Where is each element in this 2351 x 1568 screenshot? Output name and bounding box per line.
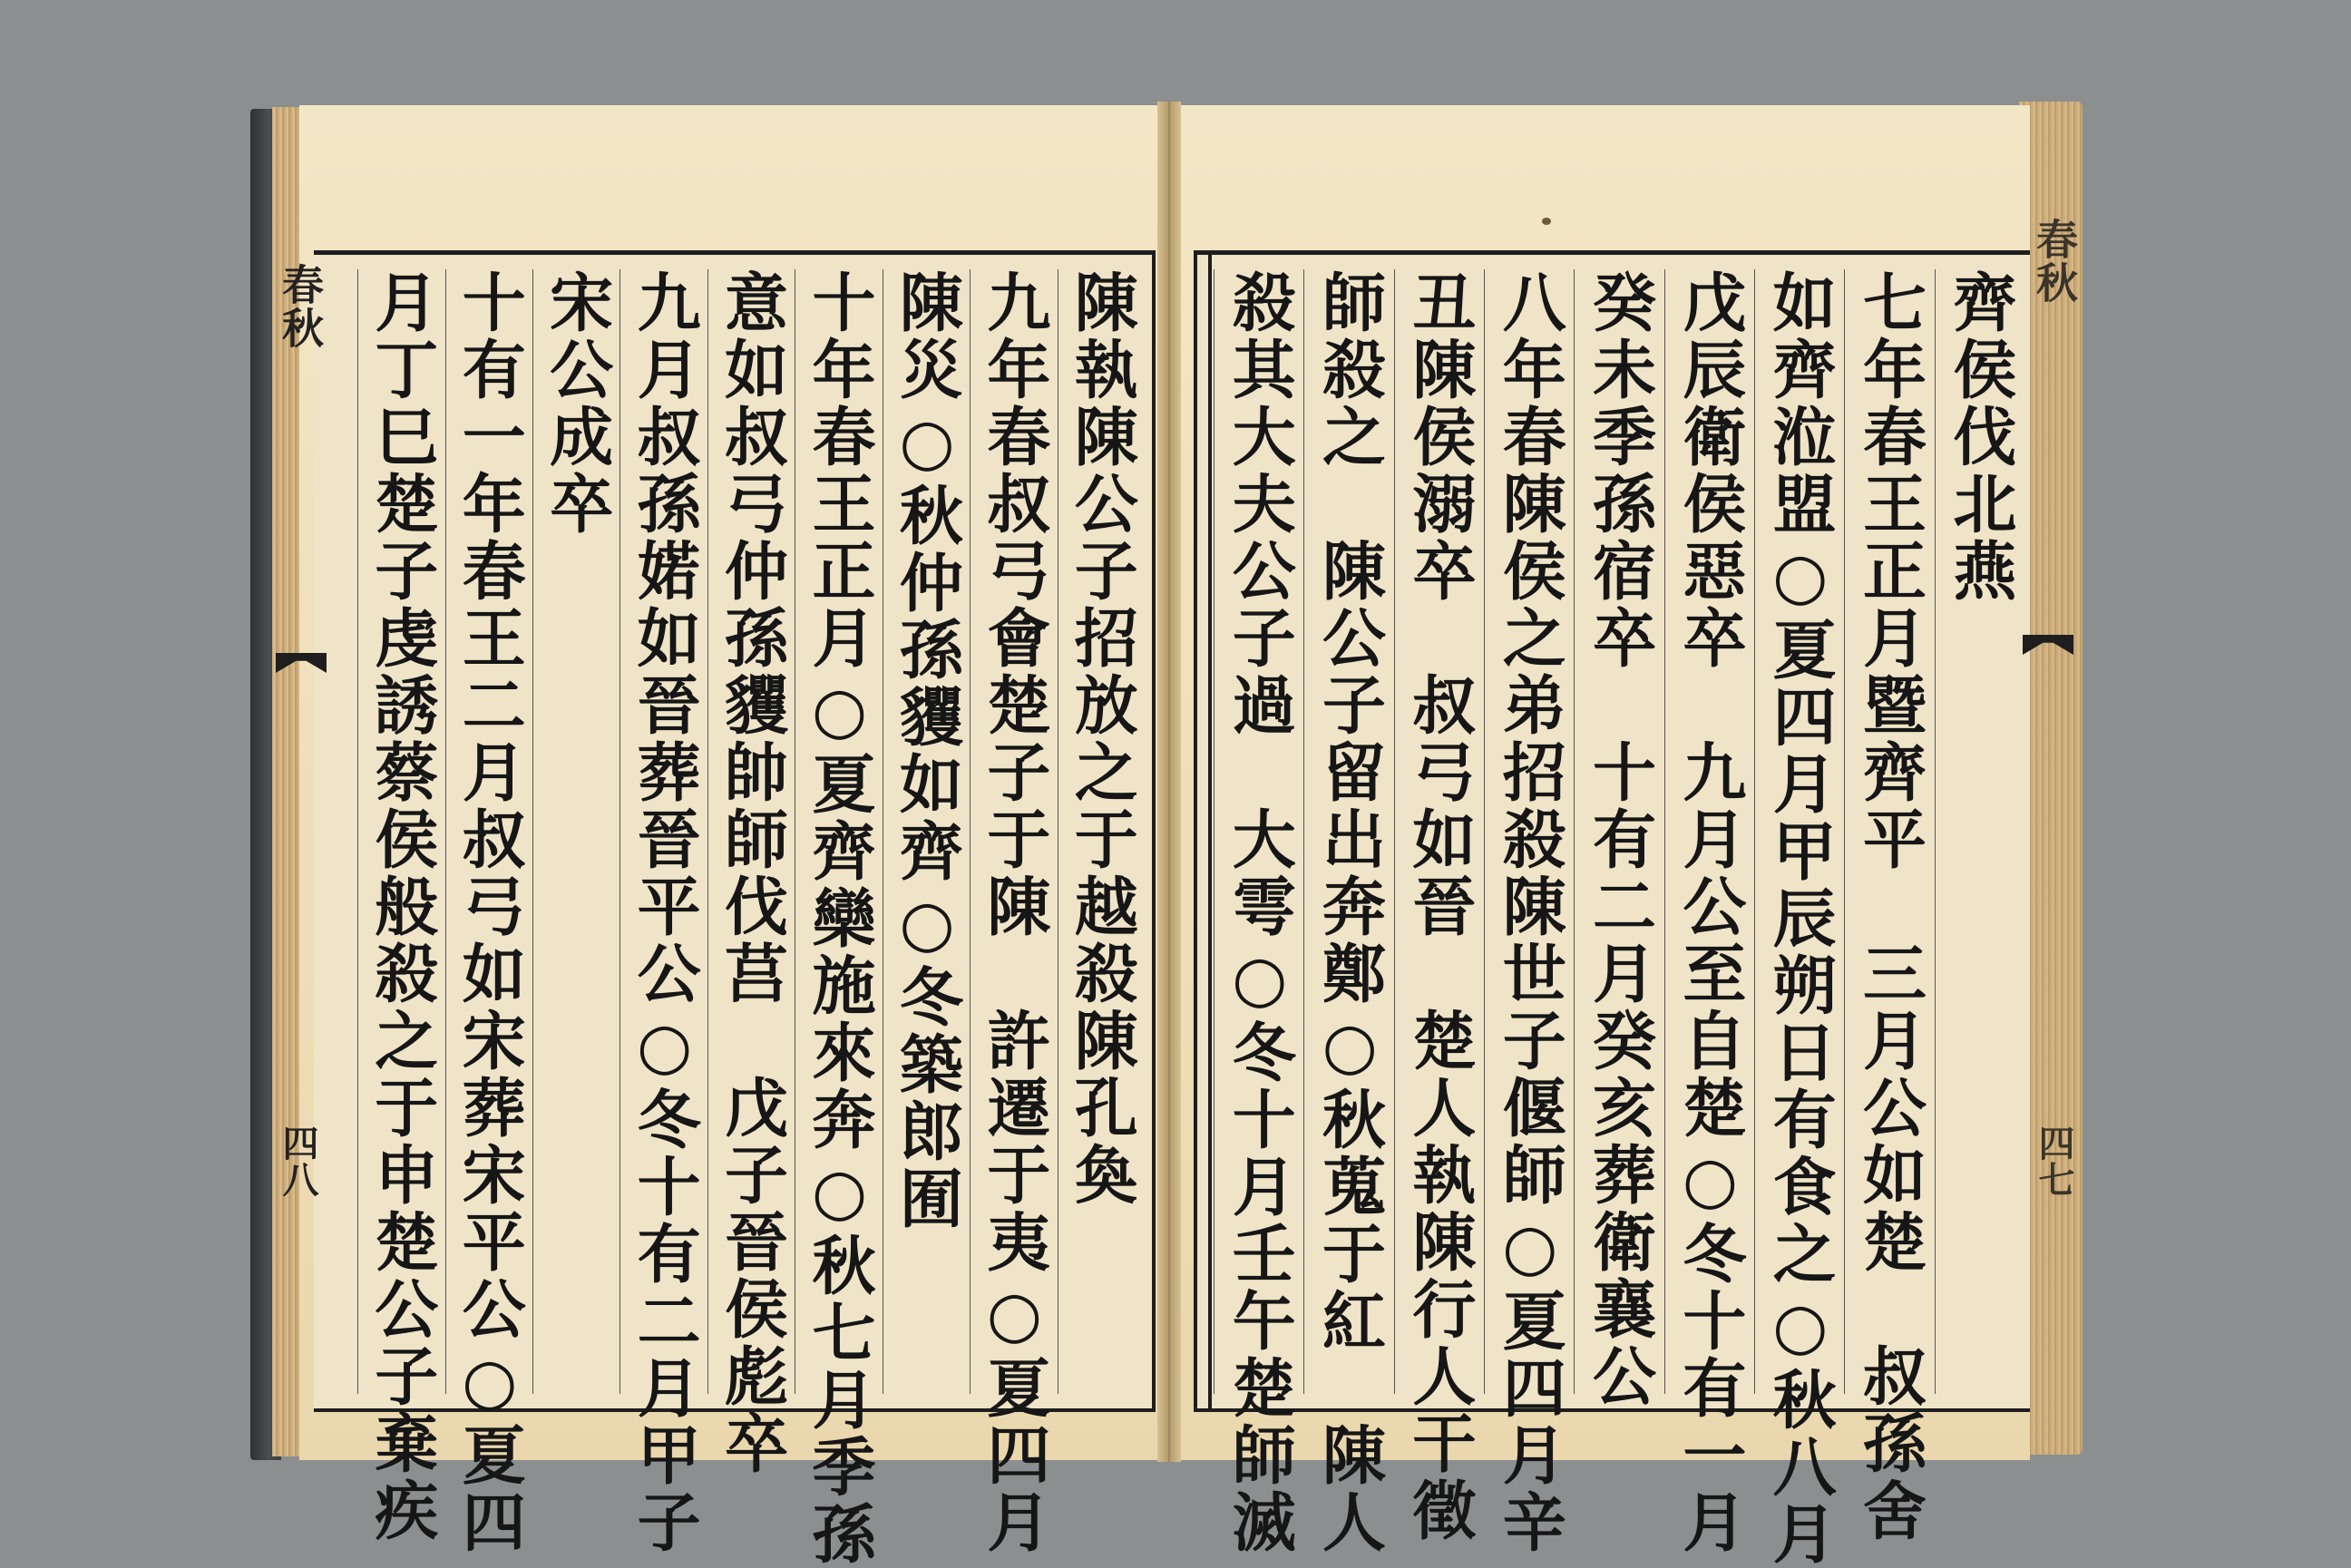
left-text-block: [314, 250, 1156, 1568]
text-column: [1214, 269, 1303, 1556]
column-text: 月丁巳楚子虔誘蔡侯般殺之于申楚公子棄疾: [364, 269, 440, 1544]
column-text: 陳災○秋仲孫貜如齊○冬築郎囿: [889, 269, 965, 1232]
right-folio-number: 四七: [2033, 1125, 2075, 1197]
column-text: 齊侯伐北燕: [1942, 269, 2018, 605]
column-text: 七年春王正月暨齊平 三月公如楚 叔孫舍: [1852, 269, 1928, 1544]
text-column: [619, 269, 707, 1556]
column-text: 殺其大夫公子過 大雩○冬十月壬午楚師滅: [1222, 269, 1298, 1556]
text-column: [883, 269, 970, 1394]
text-column: [1303, 269, 1393, 1556]
left-folio-number: 四八: [277, 1125, 319, 1197]
column-text: 九月叔孫婼如晉葬晉平公○冬十有二月甲子: [627, 269, 703, 1556]
column-text: 如齊涖盟○夏四月甲辰朔日有食之○秋八月: [1762, 269, 1839, 1568]
text-column: [445, 269, 532, 1556]
right-inner-border: [1208, 255, 1212, 1408]
text-column: [357, 269, 444, 1544]
text-column: [1935, 269, 2024, 1394]
column-text: 戊辰衛侯惡卒 九月公至自楚○冬十有一月: [1672, 269, 1748, 1556]
text-column: [795, 269, 882, 1568]
text-column: [1844, 269, 1934, 1544]
column-text: 宋公成卒: [539, 269, 615, 538]
column-text: 十有一年春王二月叔弓如宋葬宋平公○夏四: [452, 269, 528, 1556]
right-margin-title: 春秋: [2030, 218, 2079, 305]
text-column: [1664, 269, 1754, 1556]
text-column: [532, 269, 619, 1394]
text-column: [1754, 269, 1844, 1568]
column-text: 師殺之 陳公子留出奔鄭○秋蒐于紅 陳人: [1312, 269, 1388, 1556]
left-columns: [357, 269, 1145, 1568]
book-gutter: [1157, 102, 1181, 1462]
right-columns: [1214, 269, 2024, 1568]
text-column: [970, 269, 1057, 1556]
column-text: 意如叔弓仲孫貜帥師伐莒 戊子晉侯彪卒: [714, 269, 790, 1477]
text-column: [1484, 269, 1574, 1556]
column-text: 八年春陳侯之弟招殺陳世子偃師○夏四月辛: [1492, 269, 1568, 1556]
text-column: [1394, 269, 1484, 1544]
column-text: 十年春王正月○夏齊欒施來奔○秋七月季孫: [801, 269, 877, 1568]
column-text: 癸未季孫宿卒 十有二月癸亥葬衛襄公: [1582, 269, 1658, 1410]
column-text: 九年春叔弓會楚子于陳 許遷于夷○夏四月: [976, 269, 1052, 1556]
text-column: [707, 269, 795, 1477]
text-column: [1574, 269, 1663, 1410]
right-text-block: [1194, 250, 2030, 1568]
left-margin-title: 春秋: [276, 263, 325, 350]
column-text: 丑陳侯溺卒 叔弓如晉 楚人執陳行人干徵: [1401, 269, 1478, 1544]
text-column: [1058, 269, 1145, 1394]
paper-spot: [1542, 218, 1551, 225]
column-text: 陳執陳公子招放之于越殺陳孔奐: [1064, 269, 1140, 1209]
